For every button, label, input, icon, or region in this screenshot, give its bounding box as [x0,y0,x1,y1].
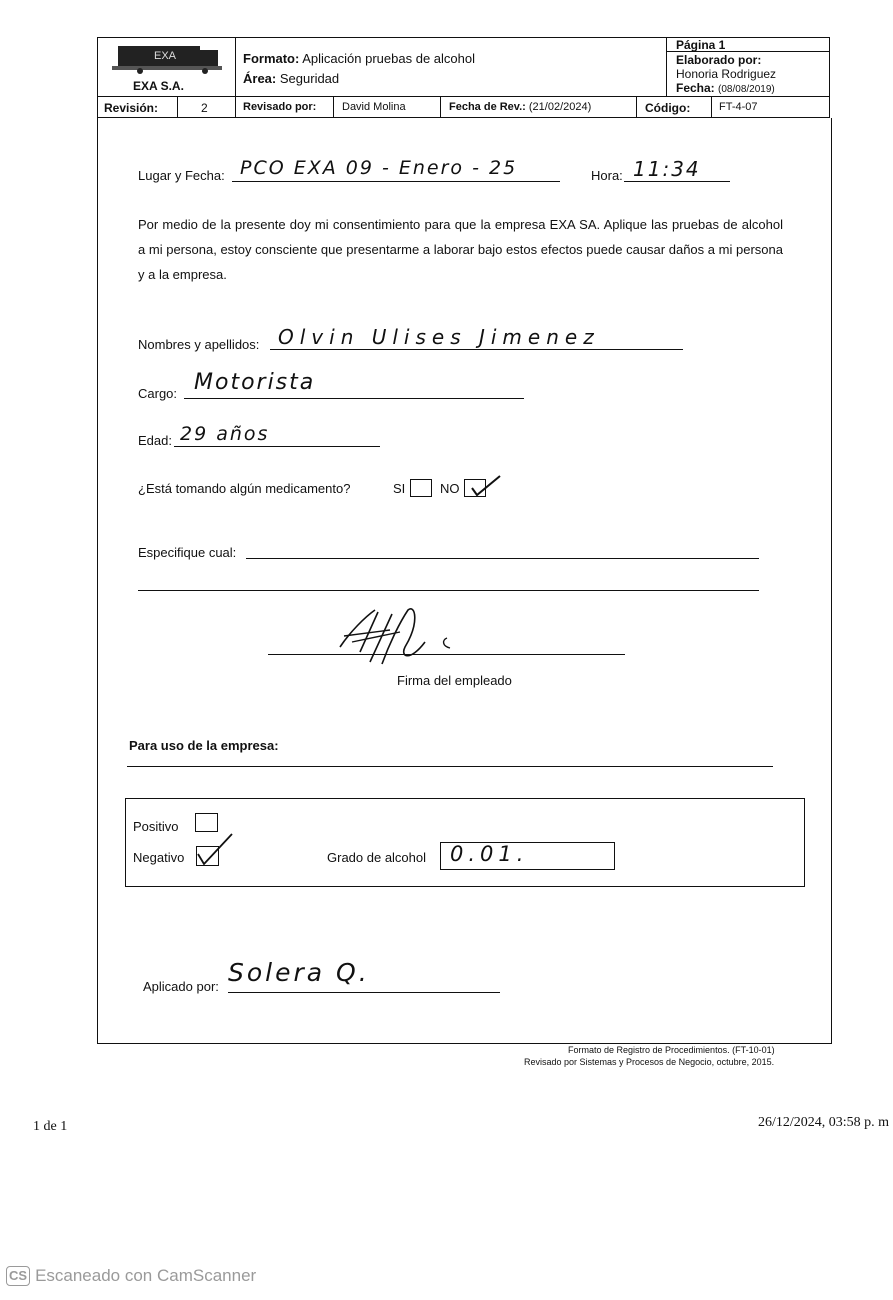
no-label: NO [440,481,460,496]
reviewed-value: David Molina [342,101,406,113]
positive-label: Positivo [133,819,179,834]
camscanner-text: Escaneado con CamScanner [35,1266,257,1285]
rev-date: Fecha de Rev.: (21/02/2024) [449,101,592,113]
format-row: Formato: Aplicación pruebas de alcohol [243,51,475,66]
applied-label: Aplicado por: [143,979,219,994]
area-row: Área: Seguridad [243,71,340,86]
place-date-label: Lugar y Fecha: [138,168,225,183]
time-value[interactable]: 11:34 [633,157,701,181]
si-label: SI [393,481,406,496]
camscanner-logo-icon: CS [6,1266,30,1286]
revision-value: 2 [201,101,208,115]
consent-text: Por medio de la presente doy mi consentimiento para que la empresa EXA SA. Aplique las pruebas de alcohol a mi persona, estoy consciente que presentarme a laborar bajo estos efectos puede causar daños a mi persona y a la empresa. [138,217,783,282]
company-name: EXA S.A. [133,79,184,93]
negative-label: Negativo [133,850,185,865]
name-value[interactable]: Olvin Ulises Jimenez [278,325,600,349]
position-label: Cargo: [138,386,178,401]
camscanner-watermark [6,1266,256,1286]
position-value[interactable]: Motorista [194,370,316,395]
elaborated-label: Elaborado por: [676,53,762,67]
company-logo [110,44,225,76]
check-mark-icon [464,472,504,505]
print-stamp: 26/12/2024, 03:58 p. m [758,1115,890,1130]
applied-value: Solera Q. [228,958,370,987]
age-value[interactable]: 29 años [180,423,270,445]
elaborated-value: Honoria Rodriguez [676,67,777,81]
revision-label: Revisión: [104,101,159,115]
place-date-value[interactable]: PCO EXA 09 - Enero - 25 [240,157,518,179]
elaborated-date: Fecha: (08/08/2019) [676,81,775,95]
specify-label: Especifique cual: [138,545,237,560]
page-count: 1 de 1 [33,1119,68,1134]
negative-check-icon [194,832,236,873]
svg-text:EXA: EXA [154,50,177,62]
time-label: Hora: [591,168,623,183]
age-label: Edad: [138,433,172,448]
company-use-label: Para uso de la empresa: [129,738,279,753]
page-number: Página 1 [676,38,726,52]
reviewed-label: Revisado por: [243,101,317,113]
name-label: Nombres y apellidos: [138,337,260,352]
code-value: FT-4-07 [719,101,758,113]
employee-signature [330,602,460,679]
si-checkbox[interactable] [410,479,432,497]
footer-note-2: Revisado por Sistemas y Procesos de Negocio, octubre, 2015. [524,1057,775,1067]
medication-question: ¿Está tomando algún medicamento? [138,481,351,496]
positive-checkbox[interactable] [195,813,218,832]
code-label: Código: [645,101,691,115]
alcohol-label: Grado de alcohol [327,850,427,865]
footer-note-1: Formato de Registro de Procedimientos. (FT-10-01) [568,1045,775,1055]
alcohol-value: 0.01. [450,842,529,866]
signature-label: Firma del empleado [397,673,512,688]
